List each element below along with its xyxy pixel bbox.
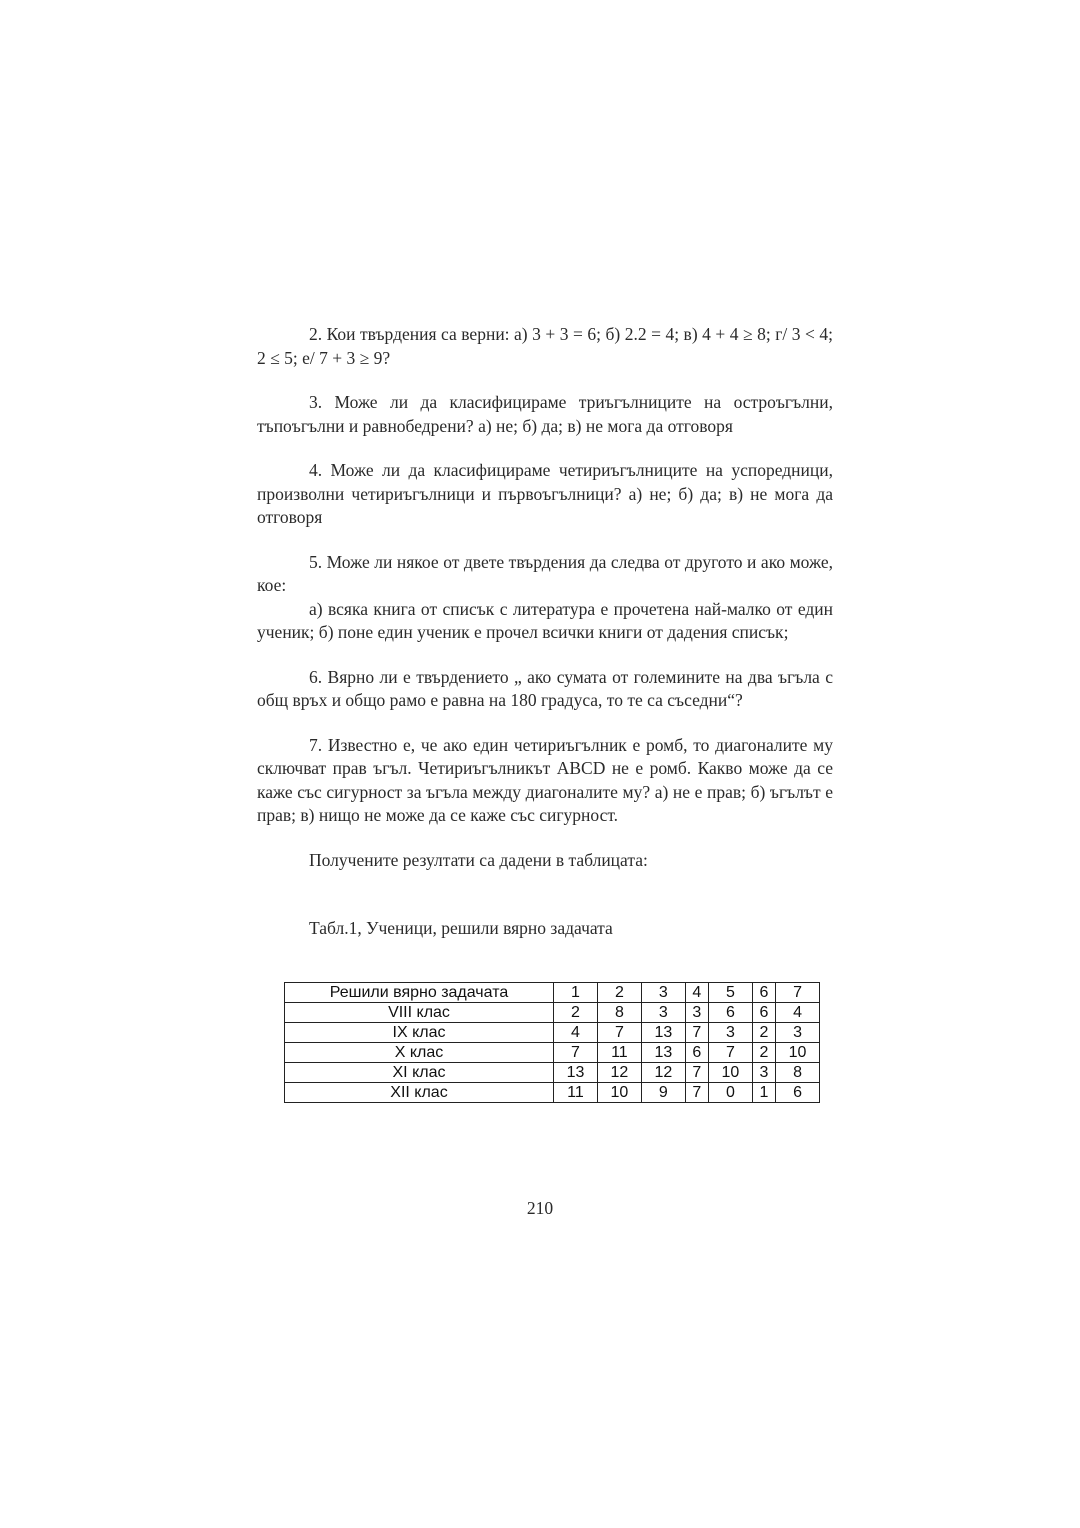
table-cell: 6 xyxy=(752,1003,775,1023)
results-intro: Получените резултати са дадени в таблицата: xyxy=(309,849,648,870)
table-cell: 3 xyxy=(708,1023,752,1043)
table-row xyxy=(285,1003,820,1023)
table-row xyxy=(285,1063,820,1083)
table-row-label: IX клас xyxy=(285,1023,554,1043)
table-cell: 0 xyxy=(708,1083,752,1103)
table-cell: 6 xyxy=(685,1043,708,1063)
table-cell: 9 xyxy=(641,1083,685,1103)
page-number: 210 xyxy=(526,1198,554,1218)
table-row xyxy=(285,1083,820,1103)
table-cell: 7 xyxy=(685,1023,708,1043)
table-cell: 2 xyxy=(752,1023,775,1043)
table-cell: 13 xyxy=(641,1023,685,1043)
table-cell: 3 xyxy=(685,1003,708,1023)
results-table xyxy=(284,982,820,1103)
paragraph-5: 5. Може ли някое от двете твърдения да следва от другото и ако може, кое: xyxy=(257,551,833,595)
table-cell: 1 xyxy=(752,1083,775,1103)
paragraph-6: 6. Вярно ли е твърдението „ ако сумата от големините на два ъгъла с общ връх и общо рамо е равна на 180 градуса, то те са съседни“? xyxy=(257,666,833,710)
table-cell: 12 xyxy=(641,1063,685,1083)
table-cell: 13 xyxy=(641,1043,685,1063)
table-cell: 5 xyxy=(708,983,752,1003)
table-cell: 2 xyxy=(554,1003,598,1023)
table-cell: 11 xyxy=(554,1083,598,1103)
table-row xyxy=(285,1043,820,1063)
main-text xyxy=(257,323,833,872)
table-cell: 2 xyxy=(597,983,641,1003)
table-cell: 8 xyxy=(597,1003,641,1023)
table-cell: 7 xyxy=(597,1023,641,1043)
table-cell: 7 xyxy=(685,1063,708,1083)
table-cell: 6 xyxy=(708,1003,752,1023)
table-cell: 7 xyxy=(554,1043,598,1063)
table-cell: 3 xyxy=(776,1023,820,1043)
table-cell: 10 xyxy=(597,1083,641,1103)
paragraph-7: 7. Известно е, че ако един четириъгълник е ромб, то диагоналите му сключват прав ъгъл. Четириъгълникът ABCD не е ромб. Какво може да се каже със сигурност за ъгъла между диагоналите му? а) не е прав; б) ъгълът е прав; в) нищо не може да се каже със сигурност. xyxy=(257,734,833,825)
table-cell: 3 xyxy=(752,1063,775,1083)
table-row-label: XI клас xyxy=(285,1063,554,1083)
table-caption: Табл.1, Ученици, решили вярно задачата xyxy=(309,918,613,938)
paragraph-4: 4. Може ли да класифицираме четириъгълниците на успоредници, произволни четириъгълници и първоъгълници? а) не; б) да; в) не мога да отговоря xyxy=(257,460,833,527)
table-cell: 10 xyxy=(708,1063,752,1083)
table-cell: 7 xyxy=(708,1043,752,1063)
table-cell: 10 xyxy=(776,1043,820,1063)
table-header-row xyxy=(285,983,820,1003)
table-cell: 4 xyxy=(554,1023,598,1043)
table-cell: 7 xyxy=(776,983,820,1003)
table-row-label: XII клас xyxy=(285,1083,554,1103)
table-cell: 3 xyxy=(641,983,685,1003)
table-cell: 11 xyxy=(597,1043,641,1063)
paragraph-3: 3. Може ли да класифицираме триъгълниците на остроъгълни, тъпоъгълни и равнобедрени? а) не; б) да; в) не мога да отговоря xyxy=(257,392,833,436)
table-row-label: Решили вярно задачата xyxy=(285,983,554,1003)
paragraph-5-options: а) всяка книга от списък с литература е прочетена най-малко от един ученик; б) поне един ученик е прочел всички книги от дадения списък; xyxy=(257,598,833,642)
table-cell: 4 xyxy=(776,1003,820,1023)
table-cell: 12 xyxy=(597,1063,641,1083)
table-cell: 7 xyxy=(685,1083,708,1103)
table-cell: 3 xyxy=(641,1003,685,1023)
table-row-label: VIII клас xyxy=(285,1003,554,1023)
table-cell: 6 xyxy=(752,983,775,1003)
table-cell: 8 xyxy=(776,1063,820,1083)
table-cell: 13 xyxy=(554,1063,598,1083)
table-cell: 2 xyxy=(752,1043,775,1063)
table-cell: 4 xyxy=(685,983,708,1003)
paragraph-2: 2. Кои твърдения са верни: а) 3 + 3 = 6; б) 2.2 = 4; в) 4 + 4 ≥ 8; г/ 3 < 4; 2 ≤ 5; е/ 7 + 3 ≥ 9? xyxy=(257,324,833,368)
table-row xyxy=(285,1023,820,1043)
table-row-label: X клас xyxy=(285,1043,554,1063)
table-cell: 1 xyxy=(554,983,598,1003)
table-cell: 6 xyxy=(776,1083,820,1103)
